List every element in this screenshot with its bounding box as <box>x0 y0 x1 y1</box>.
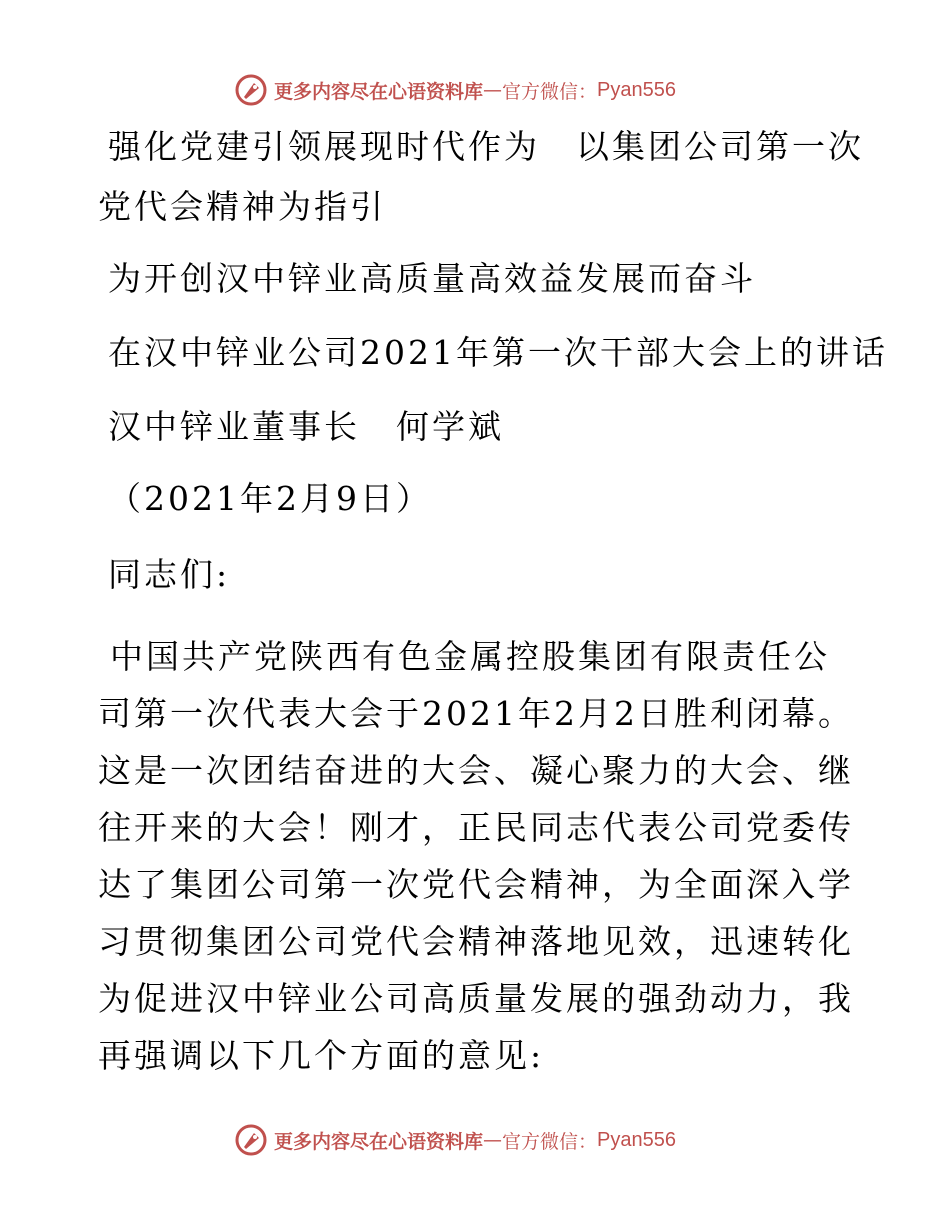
watermark-brand: 更多内容尽在心语资料库 <box>274 1130 484 1153</box>
speech-occasion: 在汉中锌业公司2021年第一次干部大会上的讲话 <box>108 333 888 372</box>
document-title-line2: 党代会精神为指引 <box>98 187 386 226</box>
salutation: 同志们: <box>108 555 231 594</box>
document-title-line1: 强化党建引领展现时代作为 以集团公司第一次 <box>108 127 864 166</box>
header-watermark <box>234 72 676 108</box>
watermark-wechat-id: Pyan556 <box>597 78 676 101</box>
document-subtitle: 为开创汉中锌业高质量高效益发展而奋斗 <box>108 259 756 298</box>
watermark-wechat-label: 官方微信： <box>502 80 598 103</box>
footer-watermark <box>234 1122 676 1158</box>
watermark-separator: — <box>483 1129 503 1151</box>
watermark-separator: — <box>483 79 503 101</box>
watermark-wechat-id: Pyan556 <box>597 1128 676 1151</box>
pen-nib-logo-icon <box>234 1123 268 1157</box>
pen-nib-logo-icon <box>234 73 268 107</box>
speech-date: （2021年2月9日） <box>108 479 432 518</box>
body-paragraph: 中国共产党陕西有色金属控股集团有限责任公司第一次代表大会于2021年2月2日胜利闭幕。这是一次团结奋进的大会、凝心聚力的大会、继往开来的大会！刚才，正民同志代表公司党委传达了集团公司第一次党代会精神，为全面深入学习贯彻集团公司党代会精神落地见效，迅速转化为促进汉中锌业公司高质量发展的强劲动力，我再强调以下几个方面的意见: <box>98 637 854 1075</box>
watermark-brand: 更多内容尽在心语资料库 <box>274 80 484 103</box>
watermark-wechat-label: 官方微信： <box>502 1130 598 1153</box>
speaker-line: 汉中锌业董事长 何学斌 <box>108 407 504 446</box>
